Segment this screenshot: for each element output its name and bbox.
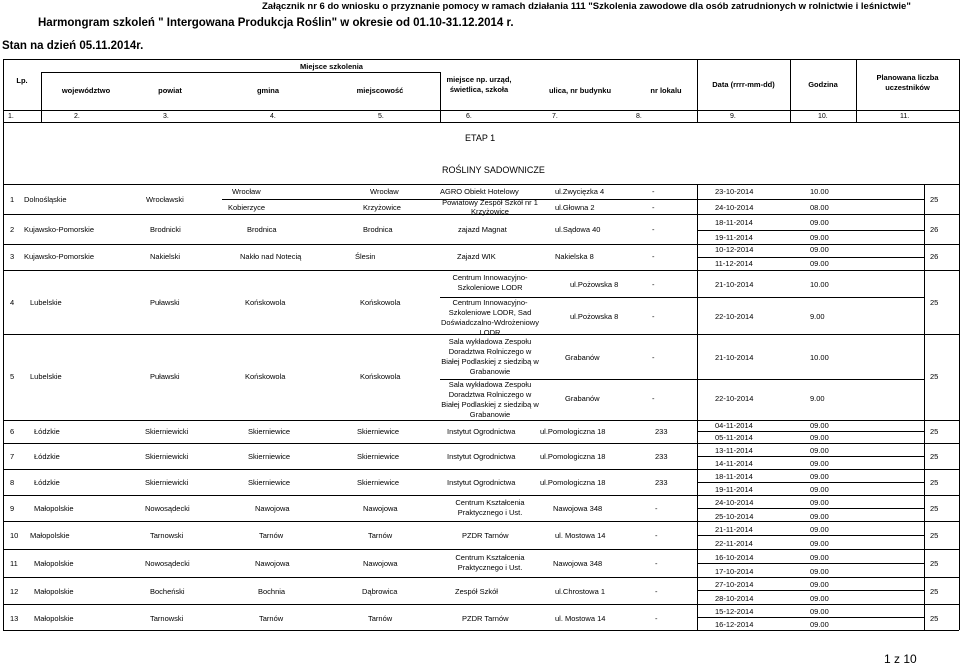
status-date: Stan na dzień 05.11.2014r. (2, 40, 144, 52)
row-lp: 7 (10, 452, 15, 461)
row-wojewodztwo: Lubelskie (30, 298, 62, 307)
row-lokal: - (652, 187, 655, 196)
row-ulica: ul.Pomologiczna 18 (540, 427, 606, 436)
col-miejscowosc: miejscowość (356, 86, 404, 95)
row-time: 09.00 (810, 539, 829, 548)
row-lp: 1 (10, 195, 15, 204)
row-powiat: Nowosądecki (145, 559, 190, 568)
row-miejsce: Zajazd WIK (457, 252, 496, 261)
row-date: 22-10-2014 (715, 312, 754, 321)
row-miejscowosc: Ślesin (355, 252, 376, 261)
row-date: 27-10-2014 (715, 580, 754, 589)
row-time: 09.00 (810, 245, 829, 254)
row-lokal: - (655, 587, 658, 596)
row-time: 09.00 (810, 512, 829, 521)
row-date: 14-11-2014 (715, 459, 753, 468)
row-gmina: Nawojowa (255, 504, 290, 513)
col-number: 3. (163, 113, 169, 120)
row-count: 25 (930, 452, 939, 461)
row-lokal: 233 (655, 478, 668, 487)
row-ulica: ul.Pomologiczna 18 (540, 452, 606, 461)
row-time: 09.00 (810, 421, 829, 430)
row-date: 25-10-2014 (715, 512, 754, 521)
row-lokal: - (655, 504, 658, 513)
row-time: 09.00 (810, 459, 829, 468)
row-miejscowosc: Skierniewice (357, 452, 400, 461)
row-ulica: ul.Zwycięzka 4 (555, 187, 605, 196)
row-miejscowosc: Krzyżowice (363, 203, 401, 212)
row-miejsce: AGRO Obiekt Hotelowy (440, 187, 519, 196)
row-miejsce: Centrum Kształcenia Praktycznego i Ust. (455, 553, 525, 572)
row-lokal: 233 (655, 427, 668, 436)
row-lp: 10 (10, 531, 19, 540)
row-powiat: Nowosądecki (145, 504, 190, 513)
col-number: 4. (270, 113, 276, 120)
row-powiat: Skierniewicki (145, 452, 189, 461)
row-miejscowosc: Końskowola (360, 298, 401, 307)
row-time: 10.00 (810, 280, 829, 289)
row-miejscowosc: Wrocław (370, 187, 399, 196)
row-lp: 9 (10, 504, 15, 513)
row-gmina: Końskowola (245, 298, 286, 307)
row-wojewodztwo: Łódzkie (34, 427, 60, 436)
row-ulica: ul. Mostowa 14 (555, 614, 606, 623)
row-time: 09.00 (810, 525, 829, 534)
row-date: 17-10-2014 (715, 567, 754, 576)
row-miejscowosc: Skierniewice (357, 427, 400, 436)
row-ulica: Grabanów (565, 394, 600, 403)
row-wojewodztwo: Kujawsko-Pomorskie (24, 252, 95, 261)
row-gmina: Skierniewice (248, 478, 291, 487)
row-gmina: Skierniewice (248, 452, 291, 461)
col-godzina: Godzina (808, 80, 838, 89)
row-time: 09.00 (810, 553, 829, 562)
row-powiat: Wrocławski (146, 195, 184, 204)
row-count: 25 (930, 372, 939, 381)
row-wojewodztwo: Lubelskie (30, 372, 62, 381)
row-date: 22-11-2014 (715, 539, 753, 548)
row-date: 13-11-2014 (715, 446, 753, 455)
row-date: 19-11-2014 (715, 233, 753, 242)
row-gmina: Kobierzyce (228, 203, 266, 212)
row-miejsce: Instytut Ogrodnictwa (447, 452, 516, 461)
row-powiat: Puławski (150, 298, 180, 307)
row-miejsce: Zespół Szkół (455, 587, 498, 596)
row-date: 22-10-2014 (715, 394, 754, 403)
row-date: 16-12-2014 (715, 620, 754, 629)
row-time: 09.00 (810, 472, 829, 481)
row-lokal: 233 (655, 452, 668, 461)
row-gmina: Brodnica (247, 225, 277, 234)
row-powiat: Tarnowski (150, 614, 184, 623)
row-wojewodztwo: Kujawsko-Pomorskie (24, 225, 95, 234)
row-ulica: Grabanów (565, 353, 600, 362)
row-time: 08.00 (810, 203, 829, 212)
row-time: 09.00 (810, 485, 829, 494)
row-count: 25 (930, 195, 939, 204)
row-miejsce: zajazd Magnat (458, 225, 507, 234)
row-lokal: - (652, 312, 655, 321)
row-ulica: ul.Pożowska 8 (570, 280, 619, 289)
col-lp: Lp. (16, 76, 28, 85)
row-count: 25 (930, 298, 939, 307)
row-miejscowosc: Dąbrowica (362, 587, 398, 596)
row-gmina: Bochnia (258, 587, 286, 596)
row-lp: 12 (10, 587, 19, 596)
row-count: 25 (930, 559, 939, 568)
row-date: 05-11-2014 (715, 433, 753, 442)
col-number: 1. (8, 113, 14, 120)
row-lp: 8 (10, 478, 15, 487)
row-date: 21-10-2014 (715, 353, 754, 362)
row-date: 23-10-2014 (715, 187, 754, 196)
row-lp: 13 (10, 614, 19, 623)
row-date: 11-12-2014 (715, 259, 753, 268)
row-wojewodztwo: Małopolskie (34, 559, 74, 568)
col-group-miejsce: Miejsce szkolenia (300, 62, 363, 71)
row-lokal: - (652, 203, 655, 212)
row-count: 26 (930, 252, 939, 261)
attachment-note: Załącznik nr 6 do wniosku o przyznanie pomocy w ramach działania 111 "Szkolenia zawodowe dla osób zatrudnionych w rolnictwie i leśnictwie" (262, 1, 911, 12)
row-ulica: ul.Chrostowa 1 (555, 587, 606, 596)
row-count: 25 (930, 587, 939, 596)
row-wojewodztwo: Małopolskie (34, 614, 74, 623)
col-number: 11. (900, 113, 910, 120)
row-time: 09.00 (810, 567, 829, 576)
row-powiat: Bocheński (150, 587, 185, 596)
col-number: 2. (74, 113, 80, 120)
row-lokal: - (655, 531, 658, 540)
row-miejsce: PZDR Tarnów (462, 531, 509, 540)
row-date: 21-11-2014 (715, 525, 753, 534)
row-miejsce: Powiatowy Zespół Szkół nr 1 Krzyżowice (442, 198, 538, 216)
row-lp: 3 (10, 252, 15, 261)
row-time: 09.00 (810, 218, 829, 227)
page-number: 1 z 10 (884, 652, 917, 666)
row-time: 09.00 (810, 433, 829, 442)
row-miejsce: Instytut Ogrodnictwa (447, 478, 516, 487)
row-gmina: Końskowola (245, 372, 286, 381)
row-lokal: - (652, 394, 655, 403)
row-time: 09.00 (810, 233, 829, 242)
row-miejsce: Centrum Kształcenia Praktycznego i Ust. (455, 498, 525, 517)
col-number: 10. (818, 113, 828, 120)
row-gmina: Skierniewice (248, 427, 291, 436)
col-powiat: powiat (158, 86, 182, 95)
row-time: 09.00 (810, 259, 829, 268)
row-gmina: Nakło nad Notecią (240, 252, 302, 261)
col-miejsce: miejsce np. urząd, świetlica, szkoła (446, 75, 512, 94)
row-powiat: Puławski (150, 372, 180, 381)
row-lp: 6 (10, 427, 15, 436)
row-powiat: Skierniewicki (145, 478, 189, 487)
col-liczba: Planowana liczba uczestników (876, 73, 939, 92)
row-miejsce: Instytut Ogrodnictwa (447, 427, 516, 436)
col-number: 5. (378, 113, 384, 120)
row-lp: 11 (10, 559, 18, 568)
row-miejsce: PZDR Tarnów (462, 614, 509, 623)
row-time: 09.00 (810, 498, 829, 507)
col-number: 8. (636, 113, 642, 120)
row-date: 19-11-2014 (715, 485, 753, 494)
row-date: 24-10-2014 (715, 498, 754, 507)
row-miejscowosc: Nawojowa (363, 559, 398, 568)
row-time: 9.00 (810, 394, 825, 403)
row-lokal: - (655, 559, 658, 568)
row-ulica: ul.Pomologiczna 18 (540, 478, 606, 487)
row-wojewodztwo: Małopolskie (34, 587, 74, 596)
row-gmina: Tarnów (259, 614, 284, 623)
row-date: 15-12-2014 (715, 607, 754, 616)
col-number: 9. (730, 113, 736, 120)
row-count: 25 (930, 427, 939, 436)
row-time: 9.00 (810, 312, 825, 321)
row-miejscowosc: Nawojowa (363, 504, 398, 513)
row-time: 09.00 (810, 446, 829, 455)
row-gmina: Nawojowa (255, 559, 290, 568)
row-miejscowosc: Tarnów (368, 614, 393, 623)
row-ulica: Nawojowa 348 (553, 559, 603, 568)
row-ulica: ul.Sądowa 40 (555, 225, 601, 234)
etap-label: ETAP 1 (465, 133, 496, 143)
row-date: 10-12-2014 (715, 245, 754, 254)
row-miejscowosc: Brodnica (363, 225, 393, 234)
row-wojewodztwo: Dolnośląskie (24, 195, 67, 204)
row-ulica: ul.Głowna 2 (555, 203, 595, 212)
row-lokal: - (655, 614, 658, 623)
row-ulica: Nakielska 8 (555, 252, 594, 261)
row-date: 24-10-2014 (715, 203, 754, 212)
row-date: 28-10-2014 (715, 594, 754, 603)
row-date: 18-11-2014 (715, 472, 753, 481)
row-lokal: - (652, 280, 655, 289)
row-ulica: ul.Pożowska 8 (570, 312, 619, 321)
row-count: 25 (930, 531, 939, 540)
row-lp: 5 (10, 372, 15, 381)
row-lp: 2 (10, 225, 15, 234)
row-lokal: - (652, 353, 655, 362)
row-date: 18-11-2014 (715, 218, 753, 227)
row-time: 10.00 (810, 353, 829, 362)
row-wojewodztwo: Małopolskie (34, 504, 74, 513)
row-miejsce: Centrum Innowacyjno-Szkoleniowe LODR (452, 273, 528, 292)
section-label: ROŚLINY SADOWNICZE (442, 165, 545, 175)
row-time: 09.00 (810, 620, 829, 629)
row-powiat: Skierniewicki (145, 427, 189, 436)
row-powiat: Tarnowski (150, 531, 184, 540)
row-lokal: - (652, 252, 655, 261)
row-gmina: Wrocław (232, 187, 261, 196)
row-lp: 4 (10, 298, 15, 307)
col-ulica: ulica, nr budynku (548, 86, 612, 95)
col-data: Data (rrrr-mm-dd) (712, 80, 775, 89)
row-count: 26 (930, 225, 939, 234)
row-ulica: ul. Mostowa 14 (555, 531, 606, 540)
col-number: 6. (466, 113, 472, 120)
row-miejscowosc: Końskowola (360, 372, 401, 381)
row-miejsce: Sala wykładowa Zespołu Doradztwa Rolniczego w Białej Podlaskiej z siedzibą w Grabanowie (441, 380, 539, 419)
row-time: 09.00 (810, 580, 829, 589)
row-miejscowosc: Tarnów (368, 531, 393, 540)
row-date: 21-10-2014 (715, 280, 754, 289)
row-wojewodztwo: Łódzkie (34, 452, 60, 461)
col-number: 7. (552, 113, 558, 120)
row-powiat: Nakielski (150, 252, 181, 261)
row-date: 04-11-2014 (715, 421, 753, 430)
row-wojewodztwo: Łódzkie (34, 478, 60, 487)
col-lokal: nr lokalu (650, 86, 682, 95)
row-ulica: Nawojowa 348 (553, 504, 603, 513)
row-miejscowosc: Skierniewice (357, 478, 400, 487)
row-gmina: Tarnów (259, 531, 284, 540)
row-count: 25 (930, 614, 939, 623)
row-count: 25 (930, 504, 939, 513)
document-title: Harmongram szkoleń " Intergowana Produkcja Roślin" w okresie od 01.10-31.12.2014 r. (38, 17, 514, 29)
row-miejsce: Centrum Innowacyjno-Szkoleniowe LODR, Sad Doświadczalno-Wdrożeniowy LODR (441, 298, 539, 337)
row-time: 09.00 (810, 607, 829, 616)
row-count: 25 (930, 478, 939, 487)
row-time: 09.00 (810, 594, 829, 603)
col-gmina: gmina (256, 86, 280, 95)
row-powiat: Brodnicki (150, 225, 181, 234)
row-date: 16-10-2014 (715, 553, 754, 562)
row-miejsce: Sala wykładowa Zespołu Doradztwa Rolniczego w Białej Podlaskiej z siedzibą w Grabanowie (441, 337, 539, 376)
row-lokal: - (652, 225, 655, 234)
row-time: 10.00 (810, 187, 829, 196)
row-wojewodztwo: Małopolskie (30, 531, 70, 540)
col-wojewodztwo: województwo (61, 86, 111, 95)
